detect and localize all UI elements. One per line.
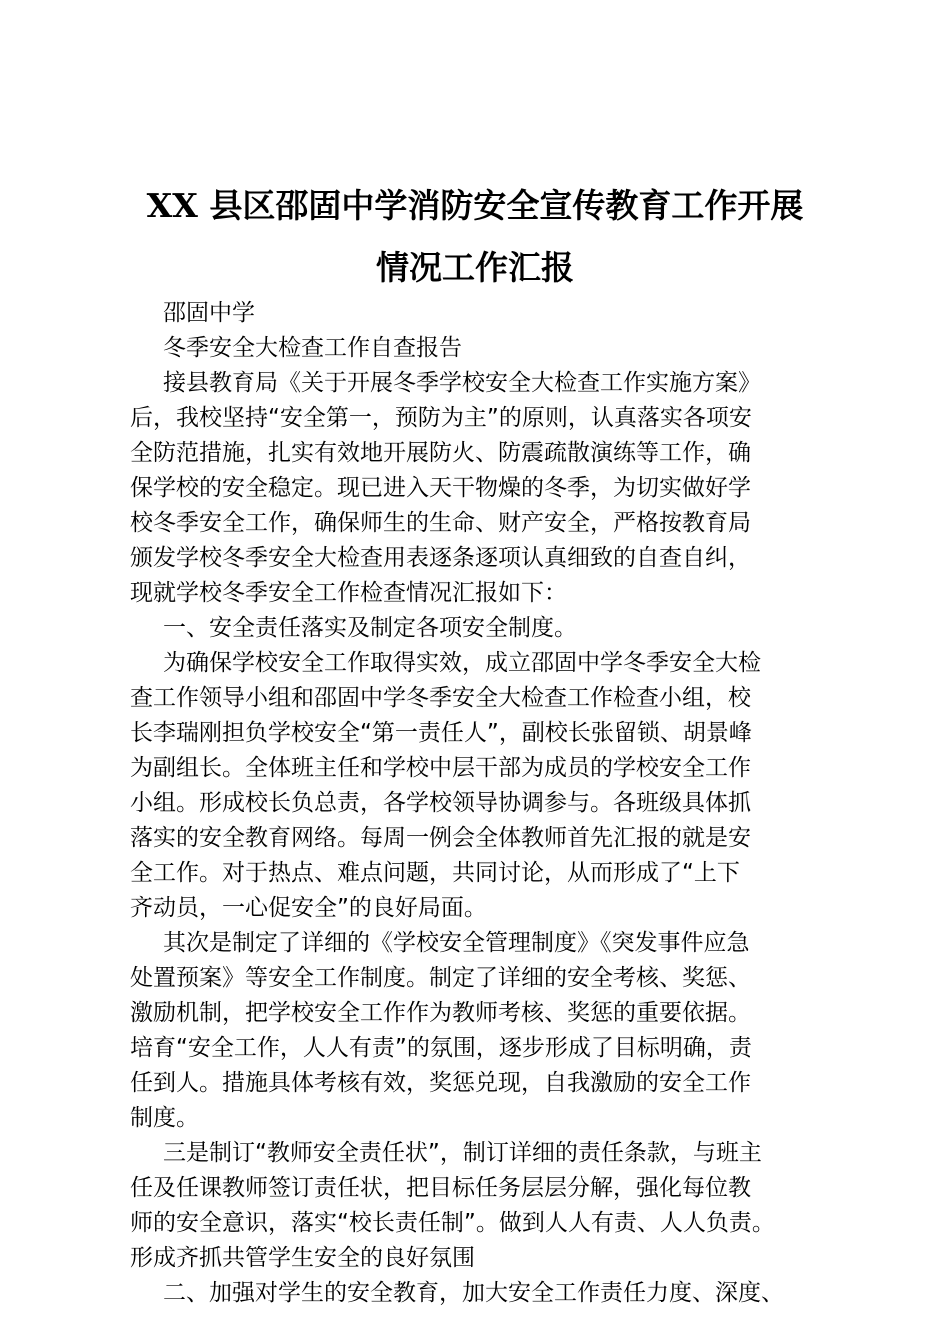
body-text-line: 任到人。措施具体考核有效，奖惩兑现，自我激励的安全工作: [130, 1070, 751, 1096]
body-text-line: 二、加强对学生的安全教育，加大安全工作责任力度、深度、: [163, 1280, 784, 1306]
body-text-line: 为确保学校安全工作取得实效，成立邵固中学冬季安全大检: [163, 650, 761, 676]
body-text-line: 冬季安全大检查工作自查报告: [163, 335, 462, 361]
body-text-line: 其次是制定了详细的《学校安全管理制度》《突发事件应急: [163, 930, 750, 956]
document-title-line-1: [100, 186, 850, 226]
body-text-line: 制度。: [130, 1105, 199, 1131]
body-text-line: 齐动员，一心促安全”的良好局面。: [130, 895, 487, 921]
document-title-line-2: 情况工作汇报: [376, 248, 574, 287]
body-text-line: 任及任课教师签订责任状，把目标任务层层分解，强化每位教: [130, 1175, 751, 1201]
body-text-line: 颁发学校冬季安全大检查用表逐条逐项认真细致的自查自纠，: [130, 545, 751, 571]
body-text-line: 师的安全意识，落实“校长责任制”。做到人人有责、人人负责。: [130, 1210, 775, 1236]
body-text-line: 长李瑞刚担负学校安全“第一责任人”，副校长张留锁、胡景峰: [130, 720, 752, 746]
body-text-line: 为副组长。全体班主任和学校中层干部为成员的学校安全工作: [130, 755, 751, 781]
body-text-line: 邵固中学: [163, 300, 255, 326]
body-text-line: 全防范措施，扎实有效地开展防火、防震疏散演练等工作，确: [130, 440, 751, 466]
body-text-line: 后，我校坚持“安全第一，预防为主”的原则，认真落实各项安: [130, 405, 752, 431]
body-text-line: 接县教育局《关于开展冬季学校安全大检查工作实施方案》: [163, 370, 761, 396]
body-text-line: 激励机制，把学校安全工作作为教师考核、奖惩的重要依据。: [130, 1000, 751, 1026]
body-text-line: 保学校的安全稳定。现已进入天干物燥的冬季，为切实做好学: [130, 475, 751, 501]
body-text-line: 落实的安全教育网络。每周一例会全体教师首先汇报的就是安: [130, 825, 751, 851]
body-text-line: 查工作领导小组和邵固中学冬季安全大检查工作检查小组，校: [130, 685, 751, 711]
body-text-line: 现就学校冬季安全工作检查情况汇报如下：: [130, 580, 567, 606]
body-text-line: 形成齐抓共管学生安全的良好氛围: [130, 1245, 475, 1271]
body-text-line: 校冬季安全工作，确保师生的生命、财产安全，严格按教育局: [130, 510, 751, 536]
body-text-line: 三是制订“教师安全责任状”，制订详细的责任条款，与班主: [163, 1140, 762, 1166]
body-text-line: 处置预案》等安全工作制度。制定了详细的安全考核、奖惩、: [130, 965, 751, 991]
body-text-line: 培育“安全工作，人人有责”的氛围，逐步形成了目标明确，责: [130, 1035, 752, 1061]
body-text-line: 一、安全责任落实及制定各项安全制度。: [163, 615, 577, 641]
document-body: [130, 296, 840, 1311]
title-line-1-text: 县区邵固中学消防安全宣传教育工作开展: [197, 186, 804, 225]
title-latin-prefix: XX: [146, 186, 198, 225]
body-text-line: 全工作。对于热点、难点问题，共同讨论，从而形成了“上下: [130, 860, 740, 886]
body-text-line: 小组。形成校长负总责，各学校领导协调参与。各班级具体抓: [130, 790, 751, 816]
